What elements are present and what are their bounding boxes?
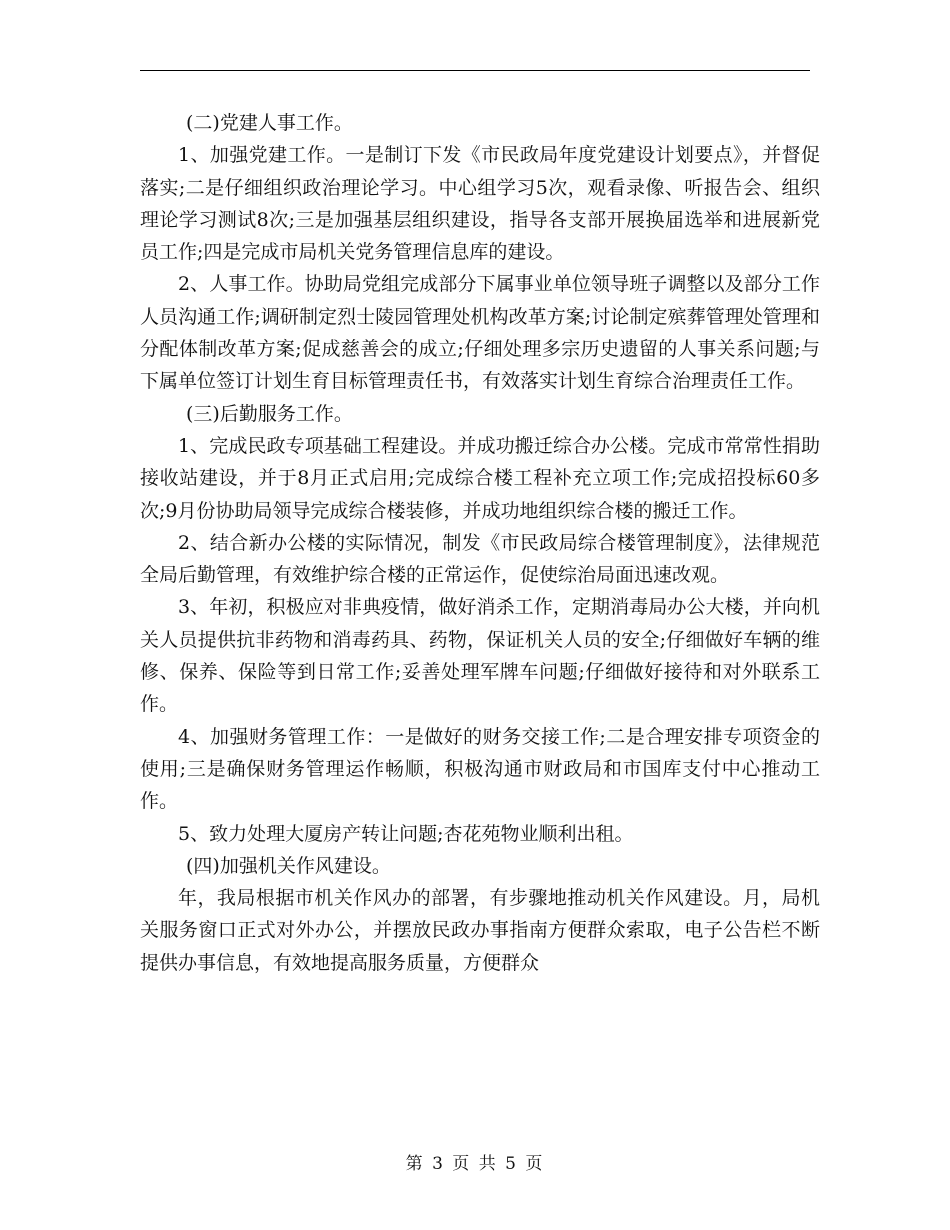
section-heading-2: (二)党建人事工作。 [186,112,353,134]
paragraph-finance: 4、加强财务管理工作：一是做好的财务交接工作;二是合理安排专项资金的使用;三是确保财务管理运作畅顺，积极沟通市财政局和市国库支付中心推动工作。 [140,725,820,813]
paragraph-work-style: 年，我局根据市机关作风办的部署，有步骤地推动机关作风建设。月，局机关服务窗口正式对外办公，并摆放民政办事指南方便群众索取，电子公告栏不断提供办事信息，有效地提高服务质量，方便群众 [140,887,820,974]
section-heading-3: (三)后勤服务工作。 [186,402,353,425]
paragraph-property: 5、致力处理大厦房产转让问题;杏花苑物业顺利出租。 [178,822,634,845]
page-number-footer: 第 3 页 共 5 页 [405,1154,545,1174]
header-rule [140,70,810,71]
paragraph-office-rules: 2、结合新办公楼的实际情况，制发《市民政局综合楼管理制度》，法律规范全局后勤管理，有效维护综合楼的正常运作，促使综治局面迅速改观。 [140,531,820,587]
paragraph-party-building: 1、加强党建工作。一是制订下发《市民政局年度党建设计划要点》，并督促落实;二是仔细组织政治理论学习。中心组学习5次，观看录像、听报告会、组织理论学习测试8次;三是加强基层组织建设，指导各支部开展换届选举和进展新党员工作;四是完成市局机关党务管理信息库的建设。 [140,144,820,264]
paragraph-personnel: 2、人事工作。协助局党组完成部分下属事业单位领导班子调整以及部分工作人员沟通工作;调研制定烈士陵园管理处机构改革方案;讨论制定殡葬管理处管理和分配体制改革方案;促成慈善会的成立;仔细处理多宗历史遗留的人事关系问题;与下属单位签订计划生育目标管理责任书，有效落实计划生育综合治理责任工作。 [140,273,820,393]
paragraph-epidemic: 3、年初，积极应对非典疫情，做好消杀工作，定期消毒局办公大楼，并向机关人员提供抗非药物和消毒药具、药物，保证机关人员的安全;仔细做好车辆的维修、保养、保险等到日常工作;妥善处理军牌车问题;仔细做好接待和对外联系工作。 [140,596,820,716]
document-body [140,107,820,979]
paragraph-infrastructure: 1、完成民政专项基础工程建设。并成功搬迁综合办公楼。完成市常常性捐助接收站建设，并于8月正式启用;完成综合楼工程补充立项工作;完成招投标60多次;9月份协助局领导完成综合楼装修，并成功地组织综合楼的搬迁工作。 [140,434,820,522]
section-heading-4: (四)加强机关作风建设。 [186,854,391,877]
